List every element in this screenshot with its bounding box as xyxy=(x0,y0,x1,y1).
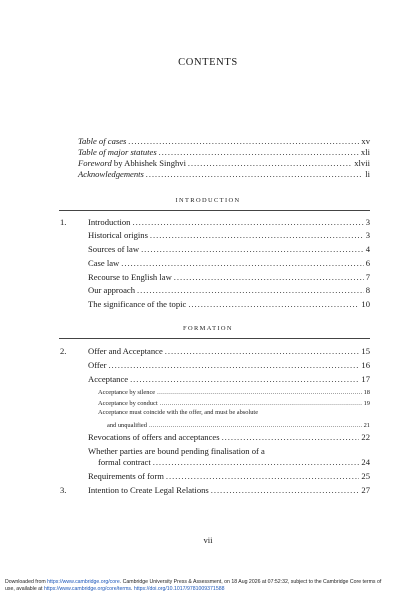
toc-label: Acceptance by conduct xyxy=(98,400,158,407)
toc-entry-foreword[interactable] xyxy=(78,158,370,169)
chapter-title: Introduction xyxy=(88,217,131,227)
download-footer xyxy=(5,579,411,592)
toc-page: 4 xyxy=(365,244,370,254)
toc-label: Acknowledgements xyxy=(78,169,144,179)
toc-entry-form[interactable] xyxy=(88,471,370,482)
footer-text: Downloaded from xyxy=(5,579,48,585)
toc-page: 3 xyxy=(365,217,370,227)
toc-label: and unqualified xyxy=(107,422,147,429)
leader-dots xyxy=(149,420,362,431)
chapter-number: 2. xyxy=(60,346,67,356)
toc-page: 6 xyxy=(365,258,370,268)
leader-dots xyxy=(108,360,359,371)
chapter-number: 1. xyxy=(60,217,67,227)
leader-dots xyxy=(211,485,360,496)
leader-dots xyxy=(222,432,360,443)
toc-label: Requirements of form xyxy=(88,471,164,481)
leader-dots xyxy=(188,158,352,169)
leader-dots xyxy=(160,398,362,409)
leader-dots xyxy=(146,169,363,180)
toc-label: Case law xyxy=(88,258,120,268)
toc-page: 19 xyxy=(363,400,370,407)
toc-entry[interactable] xyxy=(88,258,370,269)
toc-entry[interactable] xyxy=(88,230,370,241)
footer-text: use, available at xyxy=(5,585,44,592)
toc-label-italic: Foreword xyxy=(78,158,112,168)
toc-entry[interactable] xyxy=(88,285,370,296)
section-rule xyxy=(59,210,370,211)
section-rule xyxy=(59,338,370,339)
toc-page: 24 xyxy=(361,457,370,467)
leader-dots xyxy=(166,471,360,482)
toc-page: 7 xyxy=(365,272,370,282)
section-heading-formation: FORMATION xyxy=(183,325,233,332)
toc-label: formal contract xyxy=(98,457,151,467)
toc-page: xli xyxy=(360,147,370,157)
toc-label: The significance of the topic xyxy=(88,299,187,309)
toc-entry-acceptance[interactable] xyxy=(88,374,370,385)
page-title: CONTENTS xyxy=(178,57,238,68)
toc-entry-offer[interactable] xyxy=(88,360,370,371)
toc-entry[interactable] xyxy=(88,272,370,283)
toc-page: 22 xyxy=(361,432,370,442)
leader-dots xyxy=(141,244,364,255)
toc-label xyxy=(78,158,186,169)
toc-page: 3 xyxy=(365,230,370,240)
toc-entry[interactable] xyxy=(98,457,370,468)
footer-link-terms[interactable]: https://www.cambridge.org/core/terms xyxy=(43,585,132,592)
leader-dots xyxy=(130,374,359,385)
leader-dots xyxy=(188,299,359,310)
toc-page: 21 xyxy=(363,422,370,429)
toc-label: Table of cases xyxy=(78,136,127,146)
toc-chapter-1[interactable] xyxy=(60,217,370,228)
chapter-title: Intention to Create Legal Relations xyxy=(88,485,209,495)
leader-dots xyxy=(159,147,359,158)
toc-page: 15 xyxy=(361,346,370,356)
page-number: vii xyxy=(203,535,213,545)
leader-dots xyxy=(165,346,360,357)
toc-page: xlvii xyxy=(354,158,370,168)
leader-dots xyxy=(128,136,359,147)
toc-subentry[interactable] xyxy=(98,387,370,398)
leader-dots xyxy=(150,230,364,241)
footer-text: . Cambridge University Press & Assessment, on 18 Aug 2026 at 07:52:32, subject to the Cambridge Core terms of xyxy=(119,579,382,585)
leader-dots xyxy=(153,457,360,468)
toc-label: Acceptance xyxy=(88,374,129,384)
toc-label: Table of major statutes xyxy=(78,147,157,157)
toc-entry[interactable] xyxy=(88,244,370,255)
toc-entry-table-of-cases[interactable] xyxy=(78,136,370,147)
toc-page: 16 xyxy=(361,360,370,370)
leader-dots xyxy=(137,285,364,296)
toc-page: 17 xyxy=(361,374,370,384)
toc-page: 10 xyxy=(361,299,370,309)
chapter-title: Offer and Acceptance xyxy=(88,346,163,356)
toc-entry-table-of-statutes[interactable] xyxy=(78,147,370,158)
toc-label: Historical origins xyxy=(88,230,148,240)
leader-dots xyxy=(174,272,364,283)
toc-label: Sources of law xyxy=(88,244,140,254)
toc-label: Recourse to English law xyxy=(88,272,172,282)
toc-page: xv xyxy=(361,136,370,146)
toc-entry-acknowledgements[interactable] xyxy=(78,169,370,180)
toc-subentry-line1[interactable]: Acceptance must coincide with the offer, and must be absolute xyxy=(98,409,259,416)
toc-entry-revocations[interactable] xyxy=(88,432,370,443)
toc-label: Acceptance by silence xyxy=(98,389,156,396)
toc-subentry[interactable] xyxy=(107,420,370,431)
toc-label: Revocations of offers and acceptances xyxy=(88,432,220,442)
toc-label: Our approach xyxy=(88,285,136,295)
leader-dots xyxy=(121,258,363,269)
leader-dots xyxy=(132,217,363,228)
toc-chapter-2[interactable] xyxy=(60,346,370,357)
footer-text: . xyxy=(131,585,134,592)
leader-dots xyxy=(157,387,361,398)
toc-page: 18 xyxy=(363,389,370,396)
toc-page: 25 xyxy=(361,471,370,481)
toc-entry-line1[interactable]: Whether parties are bound pending finalisation of a xyxy=(88,446,265,456)
section-heading-introduction: INTRODUCTION xyxy=(175,197,241,204)
chapter-number: 3. xyxy=(60,485,67,495)
footer-link-core[interactable]: https://www.cambridge.org/core xyxy=(47,579,120,585)
footer-link-doi[interactable]: https://doi.org/10.1017/9781009371588 xyxy=(133,585,225,592)
toc-page: li xyxy=(365,169,370,179)
toc-page: 8 xyxy=(365,285,370,295)
toc-subentry[interactable] xyxy=(98,398,370,409)
toc-entry[interactable] xyxy=(88,299,370,310)
toc-chapter-3[interactable] xyxy=(60,485,370,496)
toc-label-rest: by Abhishek Singhvi xyxy=(111,158,186,168)
toc-page: 27 xyxy=(361,485,370,495)
toc-label: Offer xyxy=(88,360,107,370)
